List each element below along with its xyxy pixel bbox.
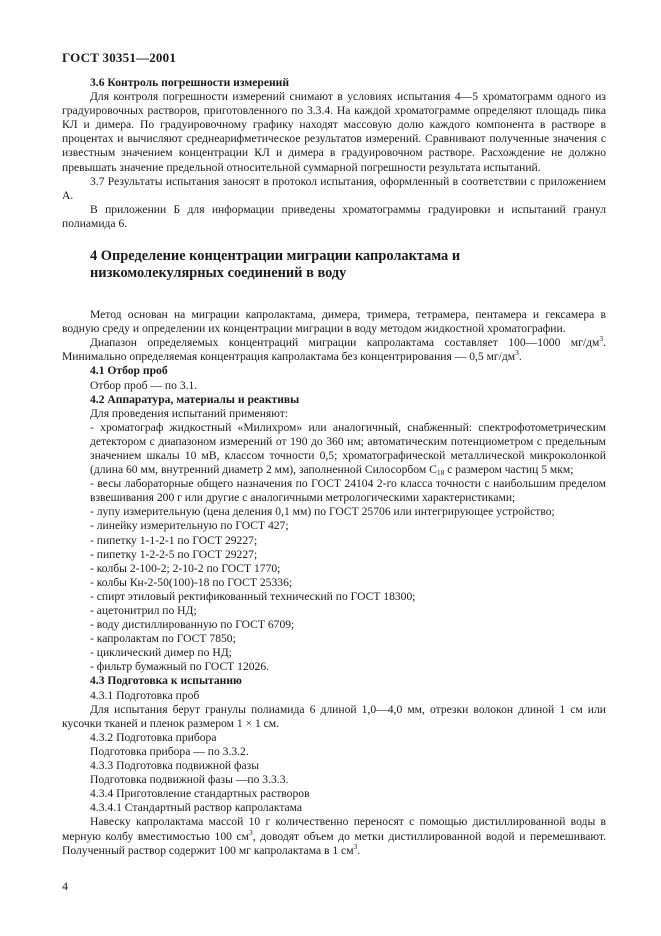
equipment-item: - фильтр бумажный по ГОСТ 12026. <box>90 660 270 674</box>
paragraph-appendix-b: В приложении Б для информации приведены хроматограммы градуировки и испытаний гранул полиамида 6. <box>62 202 606 230</box>
equipment-item: - пипетку 1-1-2-1 по ГОСТ 29227; <box>90 533 258 547</box>
standard-header: ГОСТ 30351—2001 <box>62 50 177 65</box>
page-number: 4 <box>62 879 68 893</box>
weighing-text-middle: , доводят объем до метки дистиллированной водой и перемешивают. Полученный раствор содержит 100 мг капролактама в 1 см <box>62 829 607 857</box>
section-3-6-heading: 3.6 Контроль погрешности измерений <box>90 76 290 89</box>
equipment-item: - пипетку 1-2-2-5 по ГОСТ 29227; <box>90 547 258 561</box>
chromatograph-text-end: с размером частиц 5 мкм; <box>444 463 574 477</box>
weighing-text-start: Навеску капролактама массой 10 г количественно переносят с помощью дистиллированной воды в мерную колбу вместимостью 100 см <box>62 815 606 843</box>
range-text-start: Диапазон определяемых концентраций миграции капролактама составляет 100—1000 мг/дм <box>90 336 600 350</box>
paragraph-3-7: 3.7 Результаты испытания заносят в протокол испытания, оформленный в соответствии с приложением А. <box>62 174 606 202</box>
equipment-item: - колбы Кн-2-50(100)-18 по ГОСТ 25336; <box>90 575 293 589</box>
section-4-3-3-text: Подготовка подвижной фазы —по 3.3.3. <box>90 773 289 787</box>
section-4-3-2-heading: 4.3.2 Подготовка прибора <box>90 730 217 744</box>
superscript-3: 3 <box>353 841 358 851</box>
equipment-item: - ацетонитрил по НД; <box>90 604 197 617</box>
superscript-3: 3 <box>249 827 253 837</box>
section-4-2-heading: 4.2 Аппаратура, материалы и реактивы <box>90 392 300 406</box>
section-4-title: 4 Определение концентрации миграции капролактама и низкомолекулярных соединений в воду <box>90 248 461 282</box>
equipment-item-chromatograph <box>62 421 606 477</box>
weighing-text-end: . <box>357 843 361 857</box>
equipment-item: - линейку измерительную по ГОСТ 427; <box>90 519 289 533</box>
caprolactam-weighing <box>62 815 606 857</box>
section-4-3-2-text: Подготовка прибора — по 3.3.2. <box>90 744 249 758</box>
section-4-3-1-heading: 4.3.1 Подготовка проб <box>90 688 200 702</box>
range-text-end: . <box>518 350 522 364</box>
section-4-1-text: Отбор проб — по 3.1. <box>90 378 198 392</box>
superscript-3: 3 <box>599 334 604 344</box>
concentration-range <box>62 336 606 364</box>
subscript-18: 18 <box>436 468 445 478</box>
section-4-2-intro: Для проведения испытаний применяют: <box>90 406 289 420</box>
section-4-3-1-text: Для испытания берут гранулы полиамида 6 длиной 1,0—4,0 мм, отрезки волокон длиной 1 см или кусочки тканей и пленок размером 1 × 1 см. <box>62 702 606 730</box>
range-text-middle: . Минимально определяемая концентрация капролактама без концентрирования — 0,5 мг/дм <box>62 336 606 364</box>
section-4-intro: Метод основан на миграции капролактама, димера, тримера, тетрамера, пентамера и гексамера в водную среду и определении их концентрации миграции в воду методом жидкостной хроматографии. <box>62 308 606 336</box>
equipment-item: - весы лабораторные общего назначения по ГОСТ 24104 2-го класса точности с наибольшим пределом взвешивания 200 г или другие с аналогичными метрологическими характеристиками; <box>90 477 606 505</box>
section-3-6-text: Для контроля погрешности измерений снимают в условиях испытания 4—5 хроматограмм одного из градуировочных растворов, приготовленного по 3.3.4. На каждой хроматограмме определяют площадь пика КЛ и димера. По градуировочному графику находят массовую долю каждого компонента в растворе в процентах и вычисляют среднеарифметическое результатов измерений. Сравнивают полученные значения с известным значением концентрации КЛ и димера в градуировочном растворе. Расхождение не должно превышать значение предельной относительной суммарной погрешности результата испытаний. <box>62 90 606 174</box>
chromatograph-text-start: - хроматограф жидкостный «Милихром» или аналогичный, снабженный: спектрофотометрическим детектором с диапазоном измерений от 190 до 360 нм; автоматическим потенциометром с предельным значением шкалы 10 мВ, классом точности 0,5; хроматографической металлической микроколонкой (длина 60 мм, внутренний диаметр 2 мм), заполненной Силосорбом С <box>90 420 606 477</box>
equipment-item: - колбы 2-100-2; 2-10-2 по ГОСТ 1770; <box>90 561 281 575</box>
page-content <box>62 76 606 858</box>
equipment-item: - воду дистиллированную по ГОСТ 6709; <box>90 618 295 632</box>
equipment-item: - капролактам по ГОСТ 7850; <box>90 632 236 646</box>
section-4-1-heading: 4.1 Отбор проб <box>90 364 168 378</box>
section-4-3-heading: 4.3 Подготовка к испытанию <box>90 674 242 688</box>
superscript-3: 3 <box>515 348 519 358</box>
section-4-3-4-1-heading: 4.3.4.1 Стандартный раствор капролактама <box>90 801 303 815</box>
section-4-3-4-heading: 4.3.4 Приготовление стандартных растворов <box>90 787 310 801</box>
equipment-item: - спирт этиловый ректификованный технический по ГОСТ 18300; <box>90 589 416 603</box>
equipment-item: - лупу измерительную (цена деления 0,1 мм) по ГОСТ 25706 или интегрирующее устройство; <box>90 505 555 519</box>
section-4-3-3-heading: 4.3.3 Подготовка подвижной фазы <box>90 759 260 773</box>
equipment-item: - циклический димер по НД; <box>90 646 232 660</box>
